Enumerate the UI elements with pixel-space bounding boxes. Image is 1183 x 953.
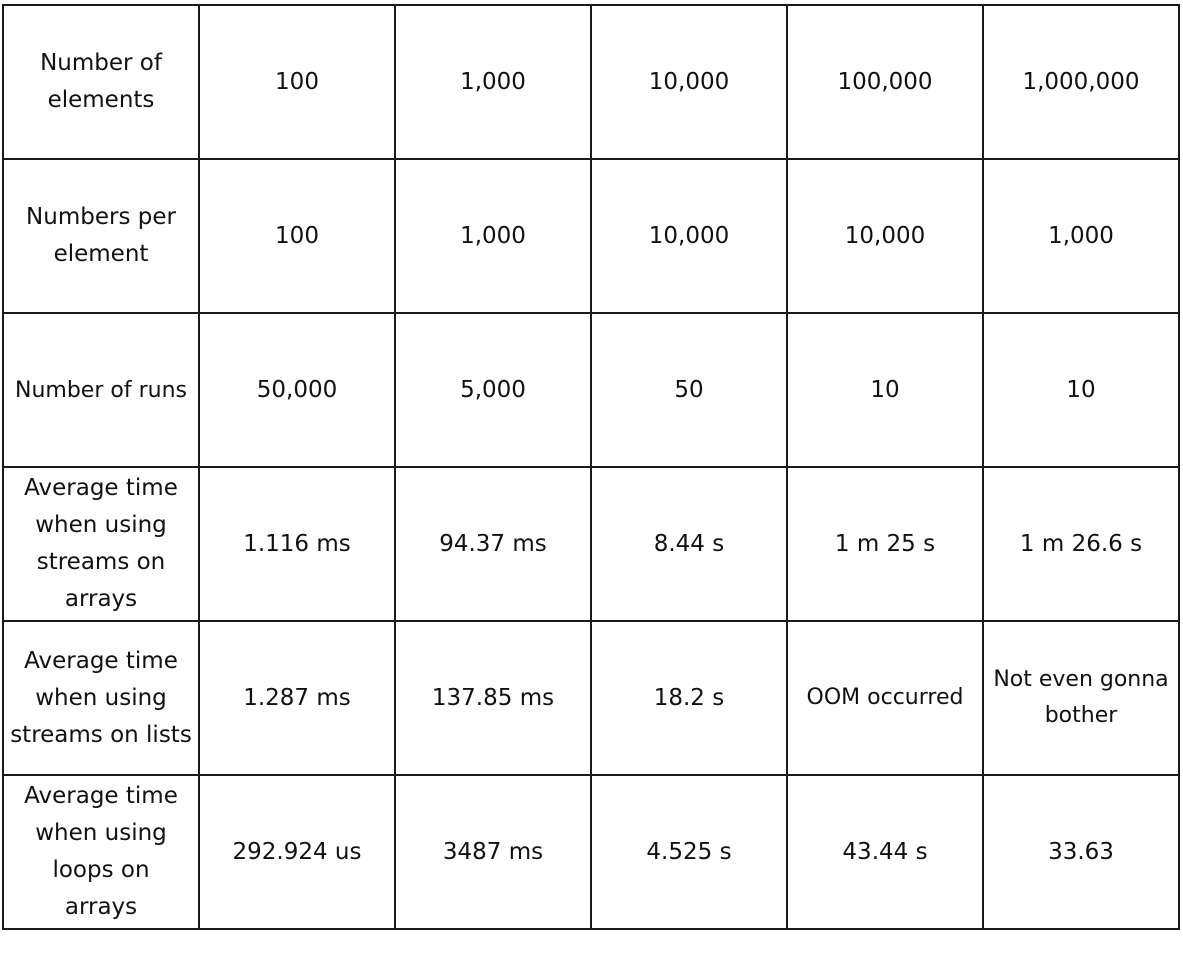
table-row: [3, 775, 1179, 929]
table-row: [3, 621, 1179, 775]
table-cell: 8.44 s: [591, 467, 787, 621]
table-cell: 10: [787, 313, 983, 467]
table-cell: 1 m 26.6 s: [983, 467, 1179, 621]
benchmark-table-container: [2, 4, 1180, 930]
table-cell: 5,000: [395, 313, 591, 467]
table-cell: 43.44 s: [787, 775, 983, 929]
row-header-loops-on-arrays: Average time when using loops on arrays: [3, 775, 199, 929]
table-cell: 1,000: [983, 159, 1179, 313]
table-cell: 1 m 25 s: [787, 467, 983, 621]
row-header-streams-on-arrays: Average time when using streams on arrays: [3, 467, 199, 621]
table-cell: 50: [591, 313, 787, 467]
table-cell: 1.116 ms: [199, 467, 395, 621]
table-cell: 10,000: [591, 5, 787, 159]
table-cell: 3487 ms: [395, 775, 591, 929]
table-cell: 1,000: [395, 5, 591, 159]
table-cell: 10: [983, 313, 1179, 467]
table-cell: Not even gonna bother: [983, 621, 1179, 775]
table-cell: OOM occurred: [787, 621, 983, 775]
table-cell: 4.525 s: [591, 775, 787, 929]
table-row: [3, 159, 1179, 313]
table-cell: 50,000: [199, 313, 395, 467]
table-row: [3, 467, 1179, 621]
row-header-number-of-elements: Number of elements: [3, 5, 199, 159]
row-header-numbers-per-element: Numbers per element: [3, 159, 199, 313]
table-row: [3, 313, 1179, 467]
row-header-number-of-runs: Number of runs: [3, 313, 199, 467]
table-row: [3, 5, 1179, 159]
table-cell: 33.63: [983, 775, 1179, 929]
table-cell: 100: [199, 159, 395, 313]
table-cell: 1.287 ms: [199, 621, 395, 775]
table-cell: 292.924 us: [199, 775, 395, 929]
table-cell: 94.37 ms: [395, 467, 591, 621]
benchmark-table: [2, 4, 1180, 930]
table-cell: 100: [199, 5, 395, 159]
table-cell: 10,000: [787, 159, 983, 313]
table-cell: 137.85 ms: [395, 621, 591, 775]
table-cell: 18.2 s: [591, 621, 787, 775]
table-cell: 1,000,000: [983, 5, 1179, 159]
row-header-streams-on-lists: Average time when using streams on lists: [3, 621, 199, 775]
table-cell: 100,000: [787, 5, 983, 159]
table-cell: 1,000: [395, 159, 591, 313]
table-cell: 10,000: [591, 159, 787, 313]
